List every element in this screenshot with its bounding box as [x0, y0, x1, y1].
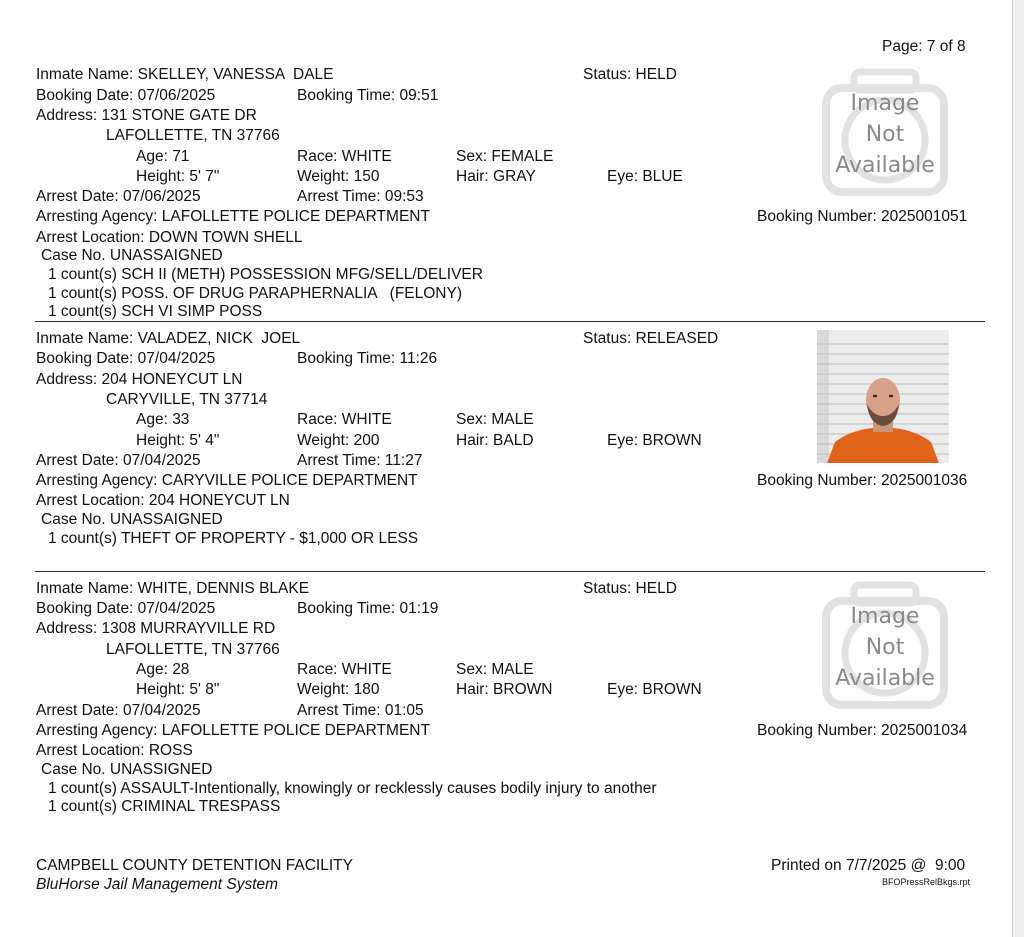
charge-line: 1 count(s) SCH VI SIMP POSS [48, 303, 263, 320]
arrest-location: Arrest Location: ROSS [36, 742, 193, 759]
charge-line: 1 count(s) THEFT OF PROPERTY - $1,000 OR LESS [48, 530, 419, 547]
arrest-time: Arrest Time: 09:53 [297, 188, 424, 205]
arrest-location: Arrest Location: 204 HONEYCUT LN [36, 492, 290, 509]
placeholder-text: Not [865, 635, 905, 660]
arrest-date: Arrest Date: 07/04/2025 [36, 702, 201, 719]
placeholder-text: Image [850, 91, 920, 116]
inmate-name: Inmate Name: VALADEZ, NICK JOEL [36, 330, 301, 347]
inmate-photo [817, 330, 949, 463]
page-number: Page: 7 of 8 [882, 38, 966, 55]
record-divider [35, 571, 985, 572]
race: Race: WHITE [297, 148, 392, 165]
placeholder-text: Available [835, 666, 935, 691]
charge-line: 1 count(s) SCH II (METH) POSSESSION MFG/SELL/DELIVER [48, 266, 483, 283]
record-divider [35, 321, 985, 322]
booking-date: Booking Date: 07/04/2025 [36, 350, 216, 367]
address-line2: LAFOLLETTE, TN 37766 [106, 641, 280, 658]
booking-date: Booking Date: 07/06/2025 [36, 87, 216, 104]
placeholder-text: Available [835, 153, 935, 178]
booking-date: Booking Date: 07/04/2025 [36, 600, 216, 617]
arresting-agency: Arresting Agency: LAFOLLETTE POLICE DEPARTMENT [36, 208, 430, 225]
eye: Eye: BROWN [607, 432, 702, 449]
case-number: Case No. UNASSAIGNED [41, 247, 223, 264]
booking-number: Booking Number: 2025001051 [757, 208, 968, 225]
booking-number: Booking Number: 2025001036 [757, 472, 968, 489]
charge-line: 1 count(s) POSS. OF DRUG PARAPHERNALIA (FELONY) [48, 285, 463, 302]
booking-time: Booking Time: 09:51 [297, 87, 439, 104]
image-not-available-placeholder [821, 68, 949, 196]
booking-time: Booking Time: 01:19 [297, 600, 439, 617]
height: Height: 5' 4" [136, 432, 220, 449]
status: Status: HELD [583, 580, 677, 597]
inmate-name: Inmate Name: WHITE, DENNIS BLAKE [36, 580, 310, 597]
address-line1: Address: 1308 MURRAYVILLE RD [36, 620, 276, 637]
sex: Sex: MALE [456, 411, 534, 428]
facility-name: CAMPBELL COUNTY DETENTION FACILITY [36, 857, 353, 874]
hair: Hair: BALD [456, 432, 534, 449]
eye: Eye: BLUE [607, 168, 683, 185]
weight: Weight: 180 [297, 681, 380, 698]
case-number: Case No. UNASSIGNED [41, 761, 213, 778]
race: Race: WHITE [297, 661, 392, 678]
height: Height: 5' 8" [136, 681, 220, 698]
address-line1: Address: 204 HONEYCUT LN [36, 371, 243, 388]
image-not-available-placeholder [821, 581, 949, 709]
inmate-name: Inmate Name: SKELLEY, VANESSA DALE [36, 66, 334, 83]
address-line1: Address: 131 STONE GATE DR [36, 107, 257, 124]
race: Race: WHITE [297, 411, 392, 428]
case-number: Case No. UNASSAIGNED [41, 511, 223, 528]
hair: Hair: GRAY [456, 168, 536, 185]
system-name: BluHorse Jail Management System [36, 876, 279, 893]
arrest-date: Arrest Date: 07/06/2025 [36, 188, 201, 205]
charge-line: 1 count(s) ASSAULT-Intentionally, knowingly or recklessly causes bodily injury to another [48, 780, 657, 797]
eye: Eye: BROWN [607, 681, 702, 698]
sex: Sex: MALE [456, 661, 534, 678]
printed-timestamp: Printed on 7/7/2025 @ 9:00 [771, 857, 966, 874]
status: Status: RELEASED [583, 330, 719, 347]
age: Age: 28 [136, 661, 190, 678]
status: Status: HELD [583, 66, 677, 83]
address-line2: CARYVILLE, TN 37714 [106, 391, 268, 408]
booking-time: Booking Time: 11:26 [297, 350, 438, 367]
arrest-date: Arrest Date: 07/04/2025 [36, 452, 201, 469]
height: Height: 5' 7" [136, 168, 220, 185]
placeholder-text: Image [850, 604, 920, 629]
arrest-time: Arrest Time: 01:05 [297, 702, 424, 719]
age: Age: 71 [136, 148, 190, 165]
sex: Sex: FEMALE [456, 148, 554, 165]
hair: Hair: BROWN [456, 681, 553, 698]
arrest-location: Arrest Location: DOWN TOWN SHELL [36, 229, 303, 246]
age: Age: 33 [136, 411, 190, 428]
address-line2: LAFOLLETTE, TN 37766 [106, 127, 280, 144]
weight: Weight: 200 [297, 432, 380, 449]
arresting-agency: Arresting Agency: LAFOLLETTE POLICE DEPARTMENT [36, 722, 430, 739]
booking-number: Booking Number: 2025001034 [757, 722, 968, 739]
arrest-time: Arrest Time: 11:27 [297, 452, 423, 469]
placeholder-text: Not [865, 122, 905, 147]
arresting-agency: Arresting Agency: CARYVILLE POLICE DEPARTMENT [36, 472, 418, 489]
weight: Weight: 150 [297, 168, 380, 185]
report-filename: BFOPressRelBkgs.rpt [882, 877, 971, 887]
charge-line: 1 count(s) CRIMINAL TRESPASS [48, 798, 281, 815]
